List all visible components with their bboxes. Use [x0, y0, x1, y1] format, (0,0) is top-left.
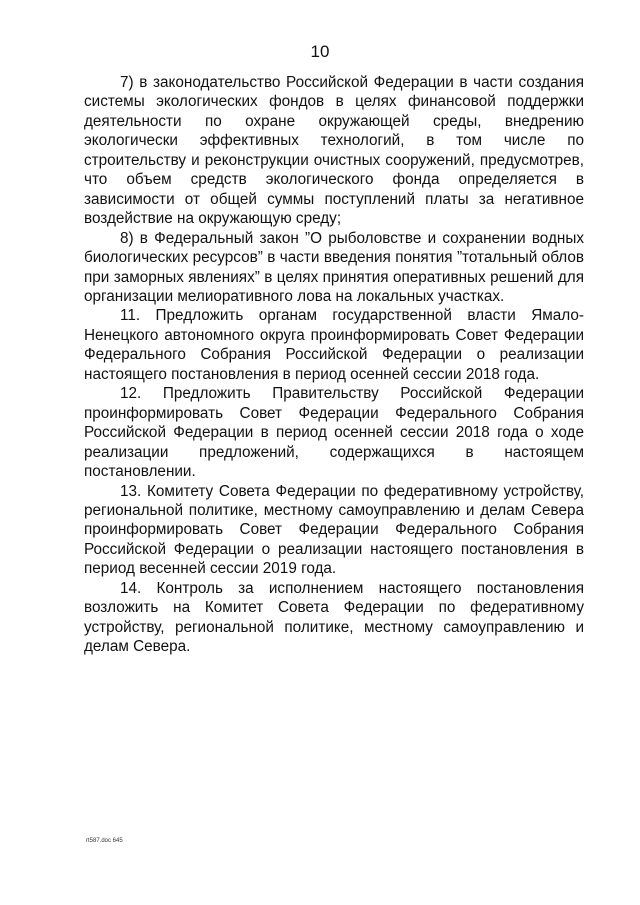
paragraph-item-7: 7) в законодательство Российской Федерации в части создания системы экологических фондов в целях финансовой поддержки деятельности по охране окружающей среды, внедрению экологически эффективных технологий, в том числе по строительству и реконструкции очистных сооружений, предусмотрев, что объем средств экологического фонда определяется в зависимости от общей суммы поступлений платы за негативное воздействие на окружающую среду;: [84, 74, 584, 228]
page-number: 10: [310, 42, 330, 61]
paragraph-clause-12: 12. Предложить Правительству Российской Федерации проинформировать Совет Федерации Федерального Собрания Российской Федерации в период осенней сессии 2018 года о ходе реализации предложений, содержащихся в настоящем постановлении.: [84, 385, 584, 481]
paragraph-item-8: 8) в Федеральный закон ”О рыболовстве и сохранении водных биологических ресурсов” в части введения понятия ”тотальный облов при заморных явлениях” в целях принятия оперативных решений для организации мелиоративного лова на локальных участках.: [84, 229, 584, 305]
paragraph-clause-13: 13. Комитету Совета Федерации по федеративному устройству, региональной политике, местному самоуправлению и делам Севера проинформировать Совет Федерации Федерального Собрания Российской Федерации о реализации настоящего постановления в период весенней сессии 2019 года.: [84, 482, 584, 578]
paragraph-clause-11: 11. Предложить органам государственной власти Ямало-Ненецкого автономного округа проинформировать Совет Федерации Федерального Собрания Российской Федерации о реализации настоящего постановления в период осенней сессии 2018 года.: [84, 307, 584, 383]
footer-file-reference: rt587.doc 645: [86, 838, 123, 844]
document-body: [84, 73, 584, 657]
paragraph-clause-14: 14. Контроль за исполнением настоящего постановления возложить на Комитет Совета Федерации по федеративному устройству, региональной политике, местному самоуправлению и делам Севера.: [84, 579, 584, 656]
